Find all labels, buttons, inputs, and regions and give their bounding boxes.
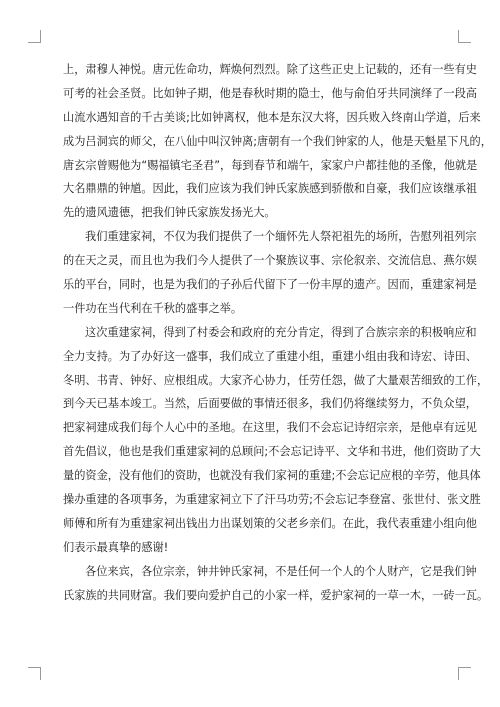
crop-mark-bottom-right (458, 667, 471, 680)
text-line: 们表示最真挚的感谢! (63, 540, 169, 554)
text-line: 把家祠建成我们每个人心中的圣地。在这里，我们不会忘记诗绍宗亲，是他卓有远见 (63, 421, 477, 435)
text-line: 师傅和所有为重建家祠出钱出力出谋划策的父老乡亲们。在此，我代表重建小组向他 (63, 516, 477, 530)
text-line: 乐的平台，同时，也是为我们的子孙后代留下了一份丰厚的遗产。因而，重建家祠是 (63, 278, 477, 292)
text-line: 操办重建的各项事务，为重建家祠立下了汗马功劳;不会忘记李登富、张世付、张文胜 (63, 493, 481, 507)
text-line: 上，肃穆人神悦。唐元佐命功，辉焕何烈烈。除了这些正史上记载的，还有一些有史 (63, 63, 477, 76)
crop-mark-top-left (28, 30, 41, 43)
body-text (63, 58, 492, 607)
text-line: 一件功在当代利在千秋的盛事之举。 (63, 301, 243, 315)
text-line: 唐玄宗曾赐他为“赐福镇宅圣君”，每到春节和端午，家家户户都挂他的圣像，他就是 (63, 158, 478, 172)
paragraph (63, 225, 477, 321)
text-line: 成为吕洞宾的师父，在八仙中叫汉钟离;唐朝有一个我们钟家的人，他是天魁星下凡的， (63, 134, 492, 148)
text-line: 山流水遇知音的千古美谈;比如钟离权，他本是东汉大将，因兵败入终南山学道，后来 (63, 110, 481, 124)
text-line: 我们重建家祠，不仅为我们提供了一个缅怀先人祭祀祖先的场所，告慰列祖列宗 (85, 230, 477, 244)
text-line: 可考的社会圣贤。比如钟子期，他是春秋时期的隐士，他与俞伯牙共同演绎了一段高 (63, 86, 477, 100)
text-line: 全力支持。为了办好这一盛事，我们成立了重建小组，重建小组由我和诗宏、诗田、 (63, 349, 477, 363)
text-line: 先的遗风遗德，把我们钟氏家族发扬光大。 (63, 206, 276, 220)
crop-mark-top-right (458, 30, 471, 43)
paragraph (63, 321, 489, 560)
text-line: 氏家族的共同财富。我们要向爱护自己的小家一样，爱护家祠的一草一木，一砖一瓦。 (63, 588, 489, 602)
text-line: 大名鼎鼎的钟馗。因此，我们应该为我们钟氏家族感到骄傲和自豪，我们应该继承祖 (63, 182, 477, 196)
paragraph (63, 58, 492, 225)
crop-mark-bottom-left (28, 667, 41, 680)
text-line: 冬明、书青、钟好、应根组成。大家齐心协力，任劳任怨，做了大量艰苦细致的工作， (63, 373, 489, 387)
paragraph (63, 560, 489, 608)
text-line: 的在天之灵，而且也为我们今人提供了一个聚族议事、宗伦叙亲、交流信息、燕尔娱 (63, 254, 477, 268)
text-line: 首先倡议，他也是我们重建家祠的总顾问;不会忘记诗平、文华和书进，他们资助了大 (63, 445, 481, 459)
text-line: 量的资金，没有他们的资助，也就没有我们家祠的重建;不会忘记应根的辛劳，他具体 (63, 469, 481, 483)
text-line: 各位来宾，各位宗亲，钟井钟氏家祠，不是任何一个人的个人财产，它是我们钟 (85, 564, 477, 578)
text-line: 到今天已基本竣工。当然，后面要做的事情还很多，我们仍将继续努力，不负众望， (63, 397, 477, 411)
text-line: 这次重建家祠，得到了村委会和政府的充分肯定，得到了合族宗亲的积极响应和 (85, 325, 477, 339)
